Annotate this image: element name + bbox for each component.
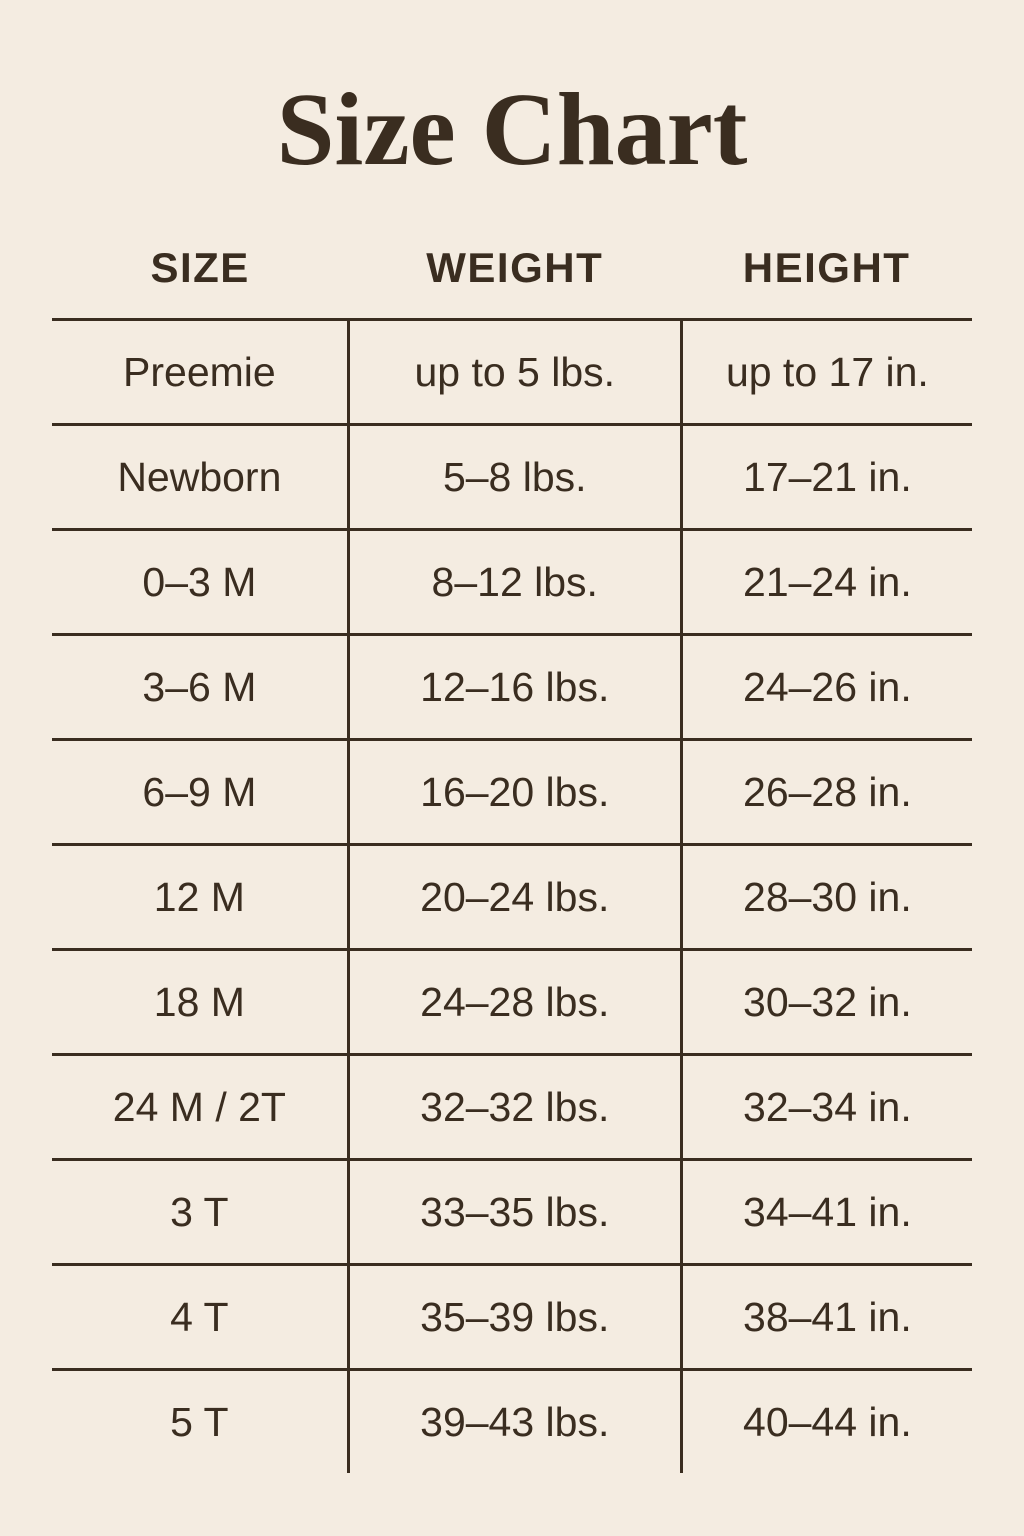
cell-size: 5 T <box>170 1398 229 1445</box>
table-row <box>52 845 972 950</box>
cell-height: 26–28 in. <box>681 740 972 845</box>
table-row <box>52 950 972 1055</box>
size-chart-table-container <box>52 182 972 1473</box>
cell-size: Newborn <box>52 425 348 530</box>
table-row <box>52 1265 972 1370</box>
cell-weight: 8–12 lbs. <box>348 530 681 635</box>
cell-height: 21–24 in. <box>681 530 972 635</box>
table-row <box>52 1160 972 1265</box>
cell-height: 32–34 in. <box>681 1055 972 1160</box>
cell-size: 24 M / 2T <box>52 1055 348 1160</box>
cell-height: 40–44 in. <box>681 1370 972 1474</box>
cell-height: 38–41 in. <box>681 1265 972 1370</box>
cell-weight: 12–16 lbs. <box>348 635 681 740</box>
table-row <box>52 425 972 530</box>
page-title: Size Chart <box>276 72 748 187</box>
cell-weight: 35–39 lbs. <box>348 1265 681 1370</box>
cell-weight: 39–43 lbs. <box>348 1370 681 1474</box>
cell-weight: 33–35 lbs. <box>348 1160 681 1265</box>
cell-size: 3 T <box>52 1160 348 1265</box>
table-body <box>52 320 972 1474</box>
cell-weight: 32–32 lbs. <box>348 1055 681 1160</box>
table-header-row <box>52 244 972 320</box>
cell-size: 3–6 M <box>52 635 348 740</box>
cell-weight: 24–28 lbs. <box>348 950 681 1055</box>
column-header-height: HEIGHT <box>681 244 972 320</box>
cell-weight: up to 5 lbs. <box>348 320 681 425</box>
cell-size: 4 T <box>52 1265 348 1370</box>
table-row <box>52 320 972 425</box>
table-header <box>52 244 972 320</box>
cell-size: 6–9 M <box>52 740 348 845</box>
table-row <box>52 1370 972 1474</box>
cell-height: up to 17 in. <box>681 320 972 425</box>
table-row <box>52 635 972 740</box>
table-row <box>52 740 972 845</box>
cell-weight: 20–24 lbs. <box>348 845 681 950</box>
cell-height: 28–30 in. <box>681 845 972 950</box>
column-header-weight: WEIGHT <box>348 244 681 320</box>
column-header-size: SIZE <box>52 244 348 320</box>
cell-weight: 5–8 lbs. <box>348 425 681 530</box>
cell-height: 17–21 in. <box>681 425 972 530</box>
cell-size: 12 M <box>52 845 348 950</box>
cell-size: 0–3 M <box>52 530 348 635</box>
cell-height: 24–26 in. <box>681 635 972 740</box>
cell-height: 30–32 in. <box>681 950 972 1055</box>
table-row <box>52 1055 972 1160</box>
cell-weight: 16–20 lbs. <box>348 740 681 845</box>
table-row <box>52 530 972 635</box>
cell-size: 18 M <box>52 950 348 1055</box>
cell-size: Preemie <box>52 320 348 425</box>
size-chart-table <box>52 244 972 1473</box>
cell-height: 34–41 in. <box>681 1160 972 1265</box>
